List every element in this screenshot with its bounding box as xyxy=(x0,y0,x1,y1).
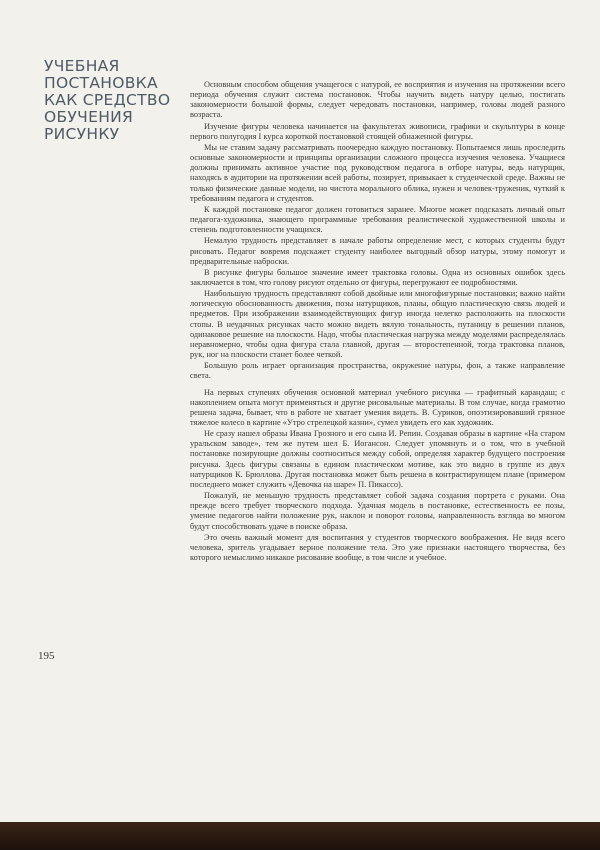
paragraph: Основным способом общения учащегося с натурой, ее восприятия и изучения на протяжении всего периода обучения служит система постановок. Чтобы научить видеть натуру целью, постигать закономерности большой формы, следует чередовать постановки, например, головы людей разного возраста. xyxy=(190,80,565,120)
chapter-heading xyxy=(44,58,174,143)
heading-line: ПОСТАНОВКА xyxy=(44,74,158,92)
paragraph: Пожалуй, не меньшую трудность представляет собой задача создания портрета с руками. Она прежде всего требует творческого подхода. Удачная модель в постановке, естественность ее позы, умение педагогов найти положение рук, наклон и поворот головы, направленность взгляда во многом будут способствовать удаче в поиске образа. xyxy=(190,491,565,531)
body-text xyxy=(190,80,565,564)
heading-line: КАК СРЕДСТВО xyxy=(44,91,171,109)
heading-line: РИСУНКУ xyxy=(44,125,120,143)
paragraph: К каждой постановке педагог должен готовиться заранее. Многое может подсказать личный опыт педагога-художника, знающего программные требования реалистической художественной школы и степень подготовленности учащихся. xyxy=(190,204,565,235)
heading-line: ОБУЧЕНИЯ xyxy=(44,108,134,126)
paragraph: Мы не ставим задачу рассматривать поочередно каждую постановку. Попытаемся лишь проследить основные закономерности и принципы организации сложного процесса изучения человека. Учащиеся должны принимать активное участие под руководством педагога в отборе натуры, ведь натурщик, находясь в аудитории на протяжении всей работы, позирует, привыкает к студенческой среде. Важны не только физические данные модели, но чистота морального облика, нужен и человек-труженик, чуткий к требованиям педагога и студентов. xyxy=(190,142,565,203)
paragraph: Не сразу нашел образы Ивана Грозного и его сына И. Репин. Создавая образы в картине «На старом уральском заводе», тем же путем шел Б. Иогансон. Следует упомянуть и о том, что в учебной постановке позирующие должны соотноситься между собой, определяя характер будущего построения рисунка. Здесь фигуры связаны в едином пластическом мотиве, как это видно в группе из двух натурщиков К. Брюллова. Другая постановка может быть решена в контрастирующем плане (примером последнего может служить «Девочка на шаре» П. Пикассо). xyxy=(190,429,565,489)
paragraph: Наибольшую трудность представляют собой двойные или многофигурные постановки; важно найти логическую обоснованность движения, позы натурщиков, планы, общую пластическую связь людей и предметов. При изображении взаимодействующих фигур иногда нелегко расположить на плоскости стопы. В неудачных рисунках часто можно видеть вялую тональность, путаницу в решении планов, одинаковое решение на плоскости. Надо, чтобы пластическая нагрузка между моделями распределялась неравномерно, чтобы одна фигура стала главной, другая — второстепенной, тогда трактовка планов, рук, ног на плоскости станет более четкой. xyxy=(190,289,565,360)
paragraph: Это очень важный момент для воспитания у студентов творческого воображения. Не видя всего человека, зритель угадывает верное положение тела. Это уже признаки настоящего творчества, без которого немыслимо никакое рисование вообще, в том числе и учебное. xyxy=(190,532,565,563)
paragraph: На первых ступенях обучения основной материал учебного рисунка — графитный карандаш; с накоплением опыта могут применяться и другие рисовальные материалы. В том случае, когда грамотно решена задача, бывает, что в работе не хватает умения видеть. В. Суриков, опоэтизировавший грязное тяжелое колесо в картине «Утро стрелецкой казни», сумел увидеть его как художник. xyxy=(190,387,565,427)
paragraph: В рисунке фигуры большое значение имеет трактовка головы. Одна из основных ошибок здесь заключается в том, что голову рисуют отдельно от фигуры, перегружают ее подробностями. xyxy=(190,267,565,287)
paragraph: Изучение фигуры человека начинается на факультетах живописи, графики и скульптуры в конце первого полугодия I курса короткой постановкой стоящей обнаженной фигуры. xyxy=(190,121,565,141)
heading-line: УЧЕБНАЯ xyxy=(44,57,120,75)
page-number: 195 xyxy=(38,650,55,662)
scan-edge xyxy=(0,822,600,850)
paragraph: Немалую трудность представляет в начале работы определение мест, с которых студенты будут рисовать. Педагог вовремя подскажет студенту наиболее выгодный обзор натуры, этому помогут и предварительные наброски. xyxy=(190,236,565,266)
paragraph: Большую роль играет организация пространства, окружение натуры, фон, а также направление света. xyxy=(190,361,565,381)
